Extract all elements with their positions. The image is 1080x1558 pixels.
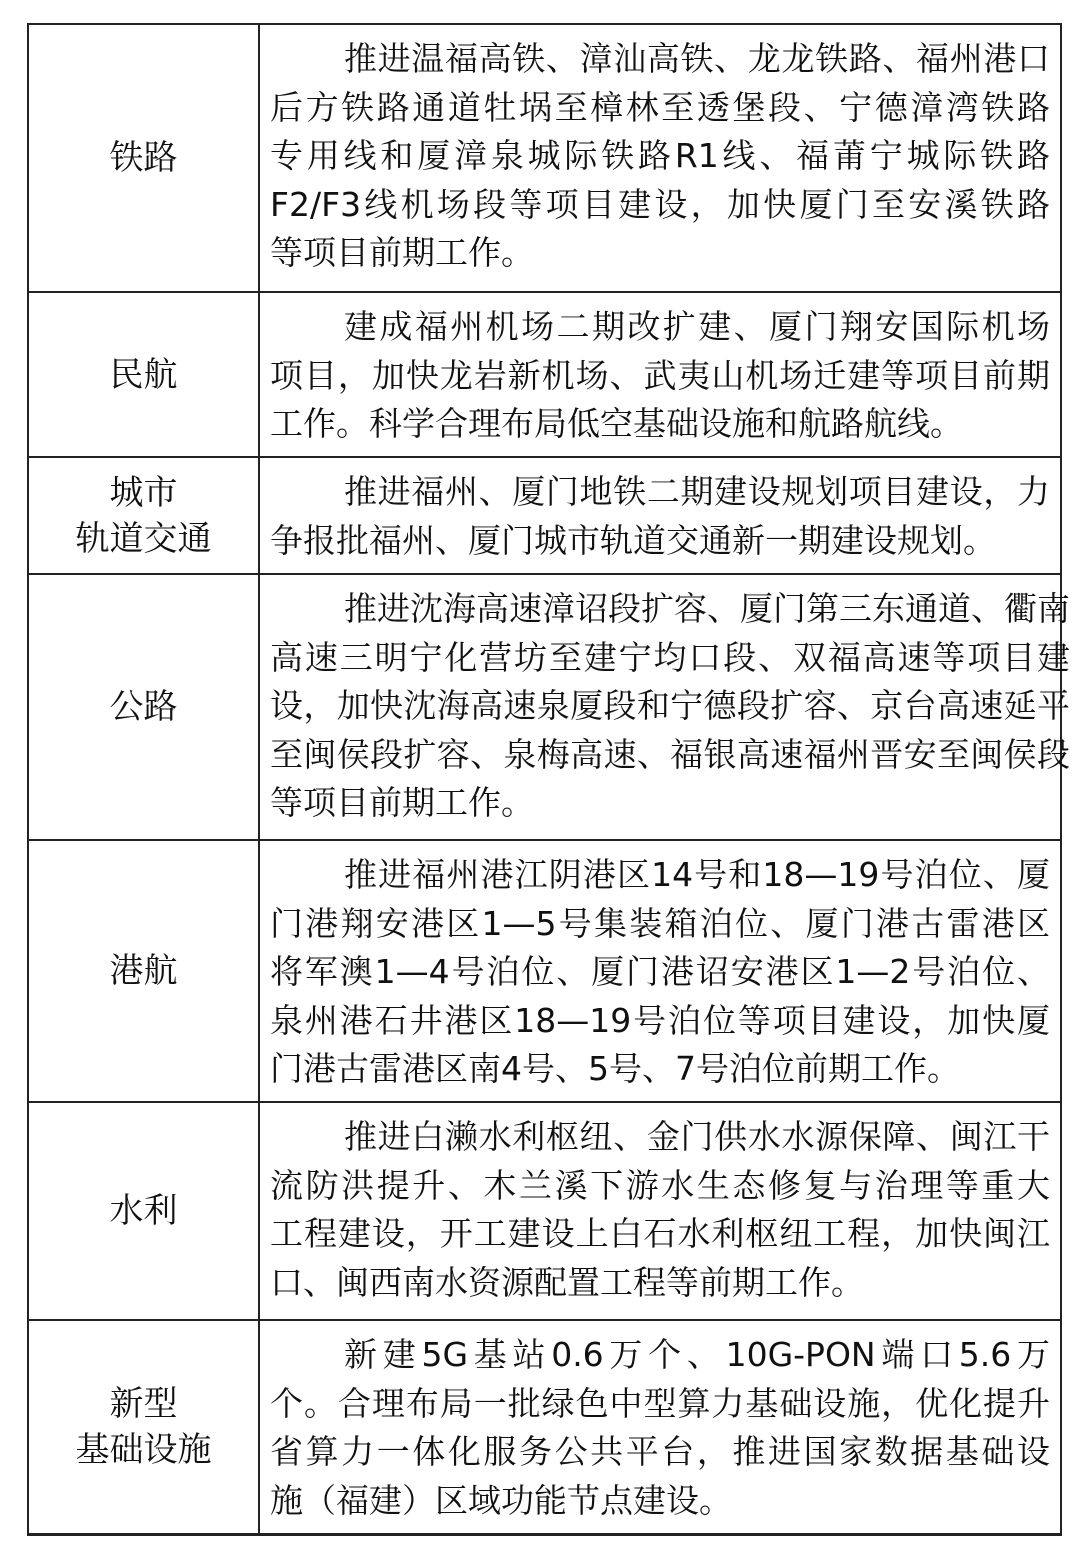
content-line: 项目，加快龙岩新机场、武夷山机场迁建等项目前期 [270, 355, 1050, 395]
content-line: 等项目前期工作。 [270, 233, 534, 272]
category-label: 水利 [109, 1191, 178, 1231]
category-label: 公路 [109, 687, 178, 727]
content-line: 建成福州机场二期改扩建、厦门翔安国际机场 [344, 307, 1050, 346]
category-label: 新型 [109, 1384, 178, 1424]
content-line: 口、闽西南水资源配置工程等前期工作。 [270, 1262, 864, 1302]
table-row [29, 25, 1060, 291]
content-cell [260, 841, 1060, 1101]
table-row [29, 1319, 1060, 1533]
content-line: 推进福州港江阴港区14号和18—19号泊位、厦 [344, 855, 1050, 894]
content-line: 将军澳1—4号泊位、厦门港诏安港区1—2号泊位、 [270, 952, 1050, 991]
category-cell [29, 458, 260, 573]
content-cell [260, 458, 1060, 573]
content-cell [260, 293, 1060, 456]
content-cell [260, 575, 1080, 839]
content-line: 泉州港石井港区18—19号泊位等项目建设，加快厦 [270, 1000, 1050, 1040]
table-row [29, 456, 1060, 573]
content-line: 至闽侯段扩容、泉梅高速、福银高速福州晋安至闽侯段 [270, 734, 1070, 774]
content-line: 新建5G基站0.6万个、10G-PON端口5.6万 [344, 1335, 1050, 1374]
table-row [29, 839, 1060, 1101]
category-label: 民航 [109, 354, 178, 395]
category-label: 基础设施 [75, 1430, 212, 1470]
infrastructure-table [27, 23, 1070, 1536]
content-cell [260, 1103, 1060, 1319]
content-line: 专用线和厦漳泉城际铁路R1线、福莆宁城际铁路 [270, 136, 1050, 175]
category-cell [29, 1103, 260, 1319]
content-line: 省算力一体化服务公共平台，推进国家数据基础设 [270, 1432, 1050, 1471]
content-line: 施（福建）区域功能节点建设。 [270, 1480, 732, 1520]
content-line: 工作。科学合理布局低空基础设施和航路航线。 [270, 404, 963, 443]
content-line: 高速三明宁化营坊至建宁均口段、双福高速等项目建 [270, 637, 1070, 677]
content-line: 工程建设，开工建设上白石水利枢纽工程，加快闽江 [270, 1214, 1050, 1253]
content-line: 推进沈海高速漳诏段扩容、厦门第三东通道、衢南 [344, 589, 1070, 628]
content-line: 个。合理布局一批绿色中型算力基础设施，优化提升 [270, 1383, 1050, 1423]
category-label: 铁路 [109, 138, 178, 178]
content-line: 推进温福高铁、漳汕高铁、龙龙铁路、福州港口 [344, 39, 1050, 78]
category-cell [29, 575, 260, 839]
content-line: 门港古雷港区南4号、5号、7号泊位前期工作。 [270, 1049, 960, 1088]
content-line: 推进白濑水利枢纽、金门供水水源保障、闽江干 [344, 1117, 1050, 1156]
table-row [29, 291, 1060, 456]
content-line: 门港翔安港区1—5号集装箱泊位、厦门港古雷港区 [270, 903, 1050, 943]
content-line: 推进福州、厦门地铁二期建设规划项目建设，力 [344, 472, 1050, 511]
table-row [29, 1101, 1060, 1319]
content-line: 后方铁路通道牡埚至樟林至透堡段、宁德漳湾铁路 [270, 87, 1050, 127]
category-label: 轨道交通 [75, 518, 212, 559]
category-cell [29, 293, 260, 456]
content-line: 设，加快沈海高速泉厦段和宁德段扩容、京台高速延平 [270, 686, 1070, 725]
content-cell [260, 25, 1060, 291]
category-cell [29, 25, 260, 291]
category-cell [29, 1321, 260, 1533]
content-line: 争报批福州、厦门城市轨道交通新一期建设规划。 [270, 520, 996, 560]
content-line: 等项目前期工作。 [270, 783, 534, 822]
content-line: 流防洪提升、木兰溪下游水生态修复与治理等重大 [270, 1165, 1050, 1205]
category-cell [29, 841, 260, 1101]
content-line: F2/F3线机场段等项目建设，加快厦门至安溪铁路 [270, 184, 1050, 224]
category-label: 城市 [109, 472, 178, 513]
content-cell [260, 1321, 1060, 1533]
category-label: 港航 [109, 951, 178, 991]
table-row [29, 573, 1070, 839]
